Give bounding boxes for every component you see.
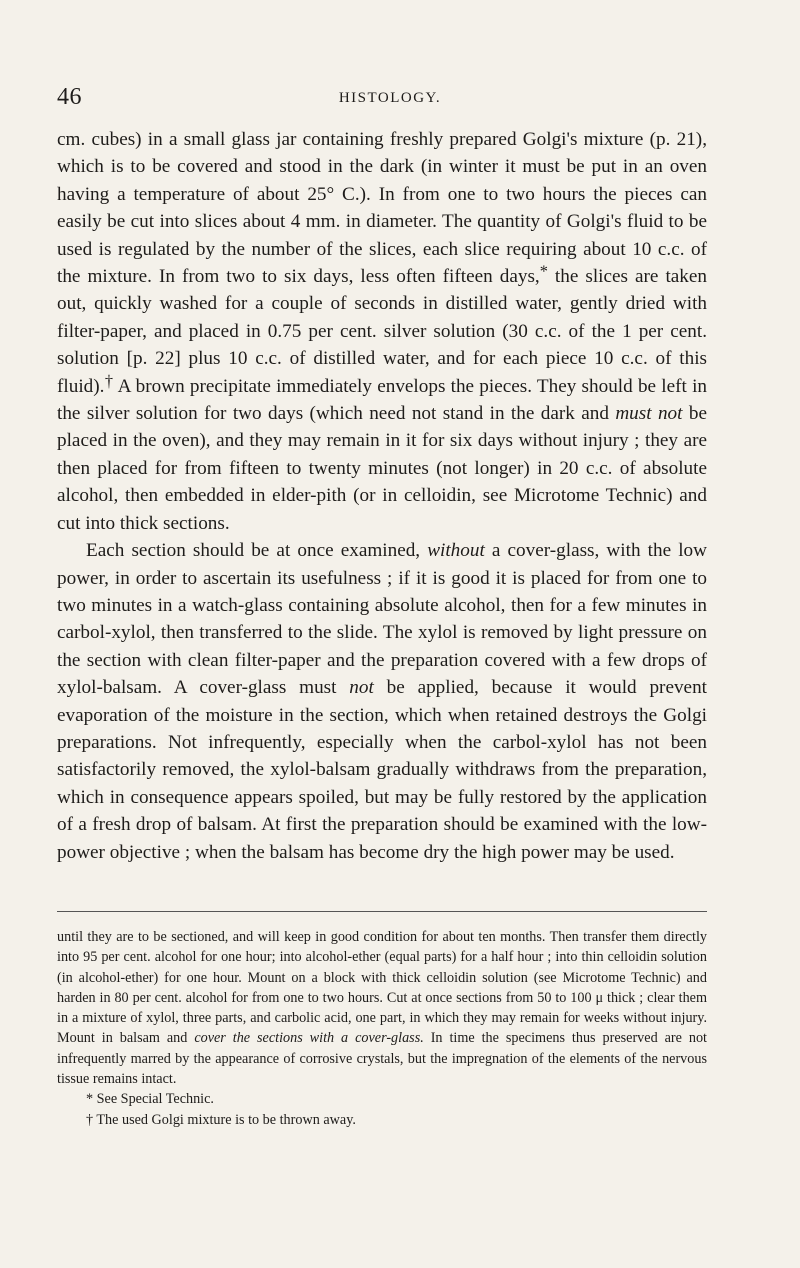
footnote-mark-dagger: †: [104, 370, 114, 390]
page-number: 46: [57, 84, 82, 110]
p2-text-b: a cover-glass, with the low power, in order to ascertain its usefulness ; if it is good it is placed for from one to two minutes in a watch-glass containing absolute alcohol, then for a few minutes in carbol-xylol, then transferred to the slide. The xylol is removed by light pressure on the section with clean filter-paper and the preparation covered with a few drops of xylol-balsam. A cover-glass must: [57, 540, 707, 699]
footnote-text-a: until they are to be sectioned, and will keep in good condition for about ten months. Then transfer them directly into 95 per cent. alcohol for one hour; into alcohol-ether (equal parts) for a half hour ; into thin celloidin solution (in alcohol-ether) for one hour. Mount on a block with thick celloidin solution (see Microtome Technic) and harden in 80 per cent. alcohol for from one to two hours. Cut at once sections from 50 to 100 μ thick ; clear them in a mixture of xylol, three parts, and carbolic acid, one part, in which they may remain for weeks without injury. Mount in balsam and: [57, 929, 707, 1047]
p2-text-c: be applied, because it would prevent evaporation of the moisture in the section, which when retained destroys the Golgi preparations. Not infrequently, especially when the carbol-xylol has not been satisfactorily removed, the xylol-balsam gradually withdraws from the preparation, which in consequence appears spoiled, but may be fully restored by the application of a fresh drop of balsam. At first the preparation should be examined with the low-power objective ; when the balsam has become dry the high power may be used.: [57, 677, 707, 863]
p1-text-b: the slices are taken out, quickly washed for a couple of seconds in distilled water, gently dried with filter-paper, and placed in 0.75 per cent. silver solution (30 c.c. of the 1 per cent. solution [p. 22] plus 10 c.c. of distilled water, and for each piece 10 c.c. of this fluid).: [57, 266, 707, 397]
p1-emphasis-must-not: must not: [615, 403, 683, 425]
p1-text-d: be placed in the oven), and they may remain in it for six days without injury ; they are then placed for from fifteen to twenty minutes (not longer) in 20 c.c. of absolute alcohol, then embedded in elder-pith (or in celloidin, see Microtome Technic) and cut into thick sections.: [57, 403, 707, 534]
footnote-divider: [57, 911, 707, 912]
page-header: [57, 84, 723, 114]
main-text: [57, 126, 707, 866]
footnote-emphasis: cover the sections with a cover-glass.: [194, 1030, 424, 1047]
footnote-continued: [57, 927, 707, 1089]
paragraph-1: [57, 126, 707, 537]
p2-emphasis-not: not: [349, 677, 374, 699]
footnotes: [57, 927, 707, 1130]
footnote-mark-star: *: [539, 261, 548, 281]
footnote-star: * See Special Technic.: [86, 1091, 214, 1108]
p1-text-a: cm. cubes) in a small glass jar containing freshly prepared Golgi's mixture (p. 21), which is to be covered and stood in the dark (in winter it must be put in an oven having a temperature of about 25° C.). In from one to two hours the pieces can easily be cut into slices about 4 mm. in diameter. The quantity of Golgi's fluid to be used is regulated by the number of the slices, each slice requiring about 10 c.c. of the mixture. In from two to six days, less often fifteen days,: [57, 129, 707, 288]
p1-text-c: A brown precipitate immediately envelops the pieces. They should be left in the silver solution for two days (which need not stand in the dark and: [57, 375, 707, 425]
p2-text-a: Each section should be at once examined,: [86, 540, 428, 562]
running-head: HISTOLOGY.: [338, 90, 442, 106]
footnote-text-b: In time the specimens thus preserved are not infrequently marred by the appearance of corrosive crystals, but the impregnation of the elements of the nervous tissue remains intact.: [57, 1030, 707, 1088]
footnote-dagger: † The used Golgi mixture is to be thrown away.: [86, 1111, 356, 1128]
p2-emphasis-without: without: [427, 540, 485, 562]
paragraph-2: [57, 537, 707, 866]
